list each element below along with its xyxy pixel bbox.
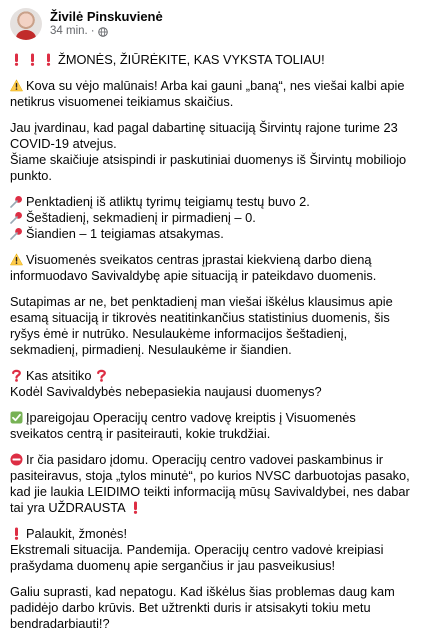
paragraph-coincidence — [10, 294, 442, 358]
post-line: Ekstremali situacija. Pandemija. Operacijų centro vadovė kreipiasi — [10, 542, 384, 557]
post-line: Palaukit, žmonės! — [10, 526, 442, 542]
post-line: Šiame skaičiuje atsispindi ir paskutiniai duomenys iš Širvintų mobiliojo — [10, 152, 407, 167]
author-name[interactable]: Živilė Pinskuvienė — [50, 9, 163, 25]
warning-icon — [10, 78, 26, 93]
pin-icon — [10, 210, 26, 225]
question-icon — [10, 368, 26, 383]
pin-icon — [10, 194, 26, 209]
post-subline — [50, 25, 163, 39]
post-line: Jau įvardinau, kad pagal dabartinę situaciją Širvintų rajone turime 23 — [10, 120, 398, 135]
author-meta — [50, 9, 163, 38]
check-icon — [10, 410, 26, 425]
pin-icon — [10, 226, 26, 241]
post-line: prašydama duomenų apie sergančius ir jau pasveikusius! — [10, 558, 336, 573]
post-line: Kova su vėjo malūnais! Arba kai gauni „baną“, nes viešai kalbi apie — [10, 78, 442, 94]
question-icon — [95, 368, 111, 383]
post-line: Visuomenės sveikatos centras įprastai kiekvieną darbo dieną — [10, 252, 442, 268]
post-time[interactable]: 34 min. — [50, 24, 88, 37]
post-line: sveikatos centrą ir pasiteirauti, kokie trukdžiai. — [10, 426, 271, 441]
post-line: tai yra UŽDRAUSTA — [10, 500, 442, 516]
paragraph-wait — [10, 526, 442, 574]
post-line: COVID-19 atvejus. — [10, 136, 117, 151]
post-header — [10, 8, 163, 40]
post-line: Ir čia pasidaro įdomu. Operacijų centro vadovei paskambinus ir — [10, 452, 442, 468]
post-line: Kodėl Savivaldybės nebepasiekia naujausi duomenys? — [10, 384, 322, 399]
globe-icon — [98, 27, 108, 37]
post-line: esamą situaciją ir tikrovės neatitinkančius statistinius duomenis, šis — [10, 310, 390, 325]
author-avatar[interactable] — [10, 8, 42, 40]
warning-icon — [10, 252, 26, 267]
post-line: bendradarbiauti!? — [10, 616, 110, 631]
post-line: Kas atsitiko — [10, 368, 442, 384]
exclamation-icon — [129, 500, 145, 515]
paragraph-list — [10, 194, 442, 242]
post-line: ryšys ėmė ir nutrūko. Nesulaukėme informacijos šeštadienį, — [10, 326, 348, 341]
paragraph-closing — [10, 584, 442, 632]
exclamation-icons — [10, 52, 58, 67]
paragraph-headline — [10, 52, 442, 68]
post-line: padidėjo darbo krūvis. Bet užtrenkti duris ir atsisakyti tokiu metu — [10, 600, 371, 615]
post-line: Šeštadienį, sekmadienį ir pirmadienį – 0. — [10, 210, 442, 226]
post-line: Penktadienį iš atliktų tyrimų teigiamų testų buvo 2. — [10, 194, 442, 210]
post-line: pasiteiravus, stoja „tylos minutė“, po kurios NVSC darbuotojas pasako, — [10, 468, 410, 483]
paragraph-question — [10, 368, 442, 400]
post-line: sekmadienį, pirmadienį. Nesulaukėme ir šiandien. — [10, 342, 292, 357]
no-entry-icon — [10, 452, 26, 467]
post-line: Įpareigojau Operacijų centro vadovę kreiptis į Visuomenės — [10, 410, 442, 426]
paragraph-interesting — [10, 452, 442, 516]
post-line: Sutapimas ar ne, bet penktadienį man viešai iškėlus klausimus apie — [10, 294, 393, 309]
post-body — [10, 52, 442, 642]
post-line: punkto. — [10, 168, 52, 183]
paragraph-nvsc — [10, 252, 442, 284]
paragraph-intro — [10, 78, 442, 110]
paragraph-cases — [10, 120, 442, 184]
post-line: ŽMONĖS, ŽIŪRĖKITE, KAS VYKSTA TOLIAU! — [10, 52, 442, 68]
post-line: informuodavo Savivaldybę apie situaciją ir pateikdavo duomenis. — [10, 268, 377, 283]
exclamation-icon — [10, 526, 26, 541]
post-line: netikrus visuomenei teikiamus skaičius. — [10, 94, 234, 109]
post-line: Šiandien – 1 teigiamas atsakymas. — [10, 226, 442, 242]
dot-separator: · — [90, 24, 95, 37]
post-line: Galiu suprasti, kad nepatogu. Kad iškėlus šias problemas daug kam — [10, 584, 395, 599]
post-line: kad jie laukia LEIDIMO teikti informaciją mūsų Savivaldybei, nes dabar — [10, 484, 410, 499]
paragraph-obligation — [10, 410, 442, 442]
